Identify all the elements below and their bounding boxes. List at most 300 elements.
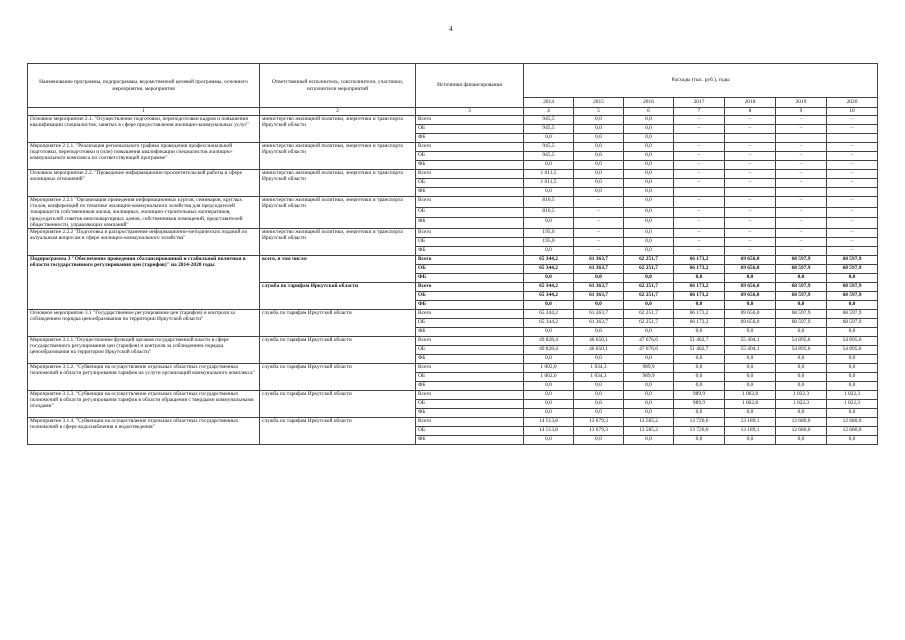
amount-cell: 0,0 [524, 161, 574, 170]
column-index: 5 [574, 108, 624, 116]
amount-cell: 12 680,0 [776, 418, 827, 427]
amount-cell: 0,0 [574, 179, 624, 188]
funding-source: ОБ [416, 400, 524, 409]
amount-cell: 0,0 [524, 400, 574, 409]
year-header: 2018 [725, 98, 776, 108]
amount-cell: 0,0 [624, 436, 674, 445]
amount-cell: 0,0 [574, 391, 624, 400]
amount-cell: 0,0 [776, 409, 827, 418]
funding-source: ОБ [416, 238, 524, 247]
amount-cell: 0,0 [624, 400, 674, 409]
amount-cell: 0,0 [574, 188, 624, 197]
amount-cell: 0,0 [827, 328, 878, 337]
amount-cell: – [776, 143, 827, 152]
amount-cell: – [827, 152, 878, 161]
funding-source: ФБ [416, 161, 524, 170]
amount-cell [674, 188, 725, 197]
amount-cell: 0,0 [725, 328, 776, 337]
amount-cell: 61 363,7 [574, 319, 624, 328]
amount-cell: 195,0 [524, 238, 574, 247]
amount-cell: 49 828,4 [524, 346, 574, 355]
amount-cell: – [725, 229, 776, 238]
amount-cell: 0,0 [524, 274, 574, 283]
amount-cell: 68 597,9 [827, 283, 878, 292]
amount-cell: 195,0 [524, 229, 574, 238]
amount-cell: 62 251,7 [624, 265, 674, 274]
amount-cell: 0,0 [827, 274, 878, 283]
amount-cell: 0,0 [624, 391, 674, 400]
amount-cell: 47 676,6 [624, 346, 674, 355]
amount-cell: 65 344,2 [524, 283, 574, 292]
amount-cell: 68 597,9 [776, 265, 827, 274]
amount-cell: 51 462,7 [674, 337, 725, 346]
amount-cell: 1 022,3 [776, 400, 827, 409]
table-row [28, 256, 878, 265]
amount-cell: 0,0 [624, 355, 674, 364]
amount-cell: 0,0 [674, 301, 725, 310]
amount-cell: – [574, 218, 624, 229]
amount-cell: 13 189,1 [725, 418, 776, 427]
amount-cell: 0,0 [674, 328, 725, 337]
amount-cell: 0,0 [674, 274, 725, 283]
funding-source: Всего [416, 364, 524, 373]
amount-cell: – [674, 116, 725, 125]
amount-cell: 0,0 [524, 188, 574, 197]
amount-cell: 68 597,9 [776, 256, 827, 265]
amount-cell: 66 173,2 [674, 265, 725, 274]
executor-name: служба по тарифам Иркутской области [260, 283, 416, 310]
amount-cell: 54 895,6 [827, 346, 878, 355]
amount-cell: 0,0 [624, 247, 674, 256]
amount-cell: 0,0 [574, 436, 624, 445]
amount-cell: – [725, 116, 776, 125]
amount-cell: 0,0 [624, 409, 674, 418]
column-index: 9 [776, 108, 827, 116]
executor-name: служба по тарифам Иркутской области [260, 337, 416, 364]
funding-source: ОБ [416, 125, 524, 134]
amount-cell: 68 597,9 [827, 292, 878, 301]
funding-source: ОБ [416, 265, 524, 274]
amount-cell: 989,9 [624, 364, 674, 373]
table-row [28, 310, 878, 319]
amount-cell: 66 173,2 [674, 283, 725, 292]
amount-cell: 989,9 [674, 400, 725, 409]
amount-cell: – [674, 197, 725, 208]
amount-cell: 0,0 [624, 170, 674, 179]
amount-cell: – [776, 152, 827, 161]
year-header: 2020 [827, 98, 878, 108]
amount-cell: 68 597,9 [776, 319, 827, 328]
amount-cell: 0,0 [624, 229, 674, 238]
header-expenses: Расходы (тыс. руб.), годы [524, 64, 878, 98]
amount-cell: 62 251,7 [624, 256, 674, 265]
amount-cell: 0,0 [574, 116, 624, 125]
amount-cell: 65 344,2 [524, 256, 574, 265]
executor-name: министерство жилищной политики, энергетики и транспорта Иркутской области [260, 116, 416, 143]
funding-source: Всего [416, 197, 524, 208]
amount-cell: – [827, 238, 878, 247]
year-header: 2016 [624, 98, 674, 108]
amount-cell: 1 011,5 [524, 179, 574, 188]
program-name: Основное мероприятие 2.2. "Проведение информационно-просветительской работы в сфере жилищных отношений" [28, 170, 260, 197]
amount-cell: – [674, 143, 725, 152]
amount-cell: 0,0 [674, 436, 725, 445]
column-index: 1 [28, 108, 260, 116]
amount-cell: – [827, 170, 878, 179]
header-name: Наименование программы, подпрограммы, ведомственной целевой программы, основного мероприятия, мероприятия [28, 64, 260, 108]
executor-name: служба по тарифам Иркутской области [260, 391, 416, 418]
amount-cell: – [827, 247, 878, 256]
amount-cell: 0,0 [524, 328, 574, 337]
funding-source: ФБ [416, 355, 524, 364]
funding-source: ФБ [416, 247, 524, 256]
executor-name: служба по тарифам Иркутской области [260, 418, 416, 445]
amount-cell: 68 597,9 [776, 292, 827, 301]
amount-cell: – [574, 197, 624, 208]
amount-cell: 0,0 [624, 134, 674, 143]
amount-cell: 12 680,0 [827, 427, 878, 436]
funding-source: ОБ [416, 346, 524, 355]
table-row [28, 143, 878, 152]
year-header: 2019 [776, 98, 827, 108]
amount-cell: 0,0 [624, 152, 674, 161]
table-row [28, 170, 878, 179]
amount-cell: – [776, 179, 827, 188]
funding-source: ФБ [416, 188, 524, 197]
funding-source: ФБ [416, 409, 524, 418]
amount-cell: 0,0 [827, 364, 878, 373]
amount-cell: 0,0 [827, 355, 878, 364]
amount-cell: 0,0 [674, 409, 725, 418]
amount-cell: – [674, 238, 725, 247]
amount-cell: 1 011,5 [524, 170, 574, 179]
amount-cell [827, 134, 878, 143]
program-name: Мероприятие 2.1.1. "Реализация регионального графика проведения профессиональной подготовки, переподготовки и (или) повышения квалификации специалистов жилищно-коммунального комплекса по соответствующей программе" [28, 143, 260, 170]
amount-cell: 47 676,6 [624, 337, 674, 346]
amount-cell: 69 656,0 [725, 283, 776, 292]
amount-cell: 69 656,0 [725, 256, 776, 265]
executor-name: министерство жилищной политики, энергетики и транспорта Иркутской области [260, 197, 416, 229]
amount-cell: 0,0 [574, 409, 624, 418]
amount-cell: 62 251,7 [624, 319, 674, 328]
amount-cell: 1 022,3 [776, 391, 827, 400]
program-name: Мероприятие 2.2.2 "Подготовка и распространение информационно-методических изданий по актуальным вопросам в сфере жилищно-коммунального хозяйства" [28, 229, 260, 256]
amount-cell: 945,5 [524, 143, 574, 152]
amount-cell: – [776, 125, 827, 134]
year-header: 2017 [674, 98, 725, 108]
amount-cell: 66 173,2 [674, 310, 725, 319]
funding-source: Всего [416, 337, 524, 346]
funding-source: Всего [416, 116, 524, 125]
amount-cell: 62 251,7 [624, 292, 674, 301]
amount-cell: 945,5 [524, 125, 574, 134]
amount-cell: 0,0 [827, 436, 878, 445]
amount-cell: – [776, 161, 827, 170]
amount-cell: 0,0 [674, 364, 725, 373]
amount-cell: 0,0 [776, 274, 827, 283]
amount-cell: 68 597,9 [776, 283, 827, 292]
amount-cell: 0,0 [574, 301, 624, 310]
program-name: Основное мероприятие 3.1 "Государственное регулирование цен (тарифов) и контроля за соблюдением порядка ценообразования на территории Иркутской области" [28, 310, 260, 337]
amount-cell: 0,0 [776, 328, 827, 337]
amount-cell: – [574, 247, 624, 256]
amount-cell: 49 828,4 [524, 337, 574, 346]
amount-cell: 0,0 [524, 355, 574, 364]
amount-cell: – [827, 229, 878, 238]
amount-cell: 0,0 [624, 207, 674, 218]
amount-cell: 0,0 [674, 355, 725, 364]
amount-cell: 61 363,7 [574, 283, 624, 292]
amount-cell: 0,0 [624, 238, 674, 247]
amount-cell: 62 251,7 [624, 310, 674, 319]
amount-cell: – [725, 161, 776, 170]
amount-cell: – [827, 125, 878, 134]
amount-cell: 0,0 [524, 436, 574, 445]
amount-cell: – [827, 218, 878, 229]
amount-cell: – [827, 116, 878, 125]
amount-cell: 68 597,9 [827, 265, 878, 274]
amount-cell: 61 363,7 [574, 265, 624, 274]
amount-cell: 1 034,3 [574, 364, 624, 373]
header-source: Источники финансирования [416, 64, 524, 108]
funding-source: ФБ [416, 436, 524, 445]
amount-cell: – [725, 218, 776, 229]
amount-cell: 46 650,1 [574, 337, 624, 346]
funding-source: ОБ [416, 207, 524, 218]
amount-cell [776, 134, 827, 143]
amount-cell: 13 189,1 [725, 427, 776, 436]
amount-cell: – [725, 238, 776, 247]
amount-cell: – [827, 197, 878, 208]
executor-name: министерство жилищной политики, энергетики и транспорта Иркутской области [260, 229, 416, 256]
amount-cell: 816,5 [524, 197, 574, 208]
funding-source: Всего [416, 256, 524, 265]
amount-cell: 61 363,7 [574, 292, 624, 301]
table-row [28, 229, 878, 238]
amount-cell: 0,0 [725, 373, 776, 382]
amount-cell: 1 062,8 [725, 391, 776, 400]
program-name: Основное мероприятие 2.1. "Осуществление подготовки, переподготовки кадров и повышения квалификации специалистов, занятых в сфере предоставления жилищно-коммунальных услуг" [28, 116, 260, 143]
funding-source: Всего [416, 170, 524, 179]
amount-cell: – [725, 179, 776, 188]
amount-cell [725, 134, 776, 143]
amount-cell: 0,0 [574, 134, 624, 143]
page-number: 4 [449, 25, 453, 33]
amount-cell: 0,0 [524, 247, 574, 256]
column-index: 6 [624, 108, 674, 116]
amount-cell: – [725, 170, 776, 179]
program-name: Подпрограмма 3 "Обеспечение проведения сбалансированной и стабильной политики в области государственного регулирования цен (тарифов)" на 2014-2020 годы [28, 256, 260, 310]
amount-cell: 62 251,7 [624, 283, 674, 292]
amount-cell: 0,0 [725, 436, 776, 445]
executor-name: министерство жилищной политики, энергетики и транспорта Иркутской области [260, 170, 416, 197]
amount-cell: – [776, 247, 827, 256]
funding-source: ОБ [416, 319, 524, 328]
amount-cell: 61 363,7 [574, 310, 624, 319]
amount-cell: 0,0 [524, 134, 574, 143]
funding-source: Всего [416, 391, 524, 400]
column-index: 3 [416, 108, 524, 116]
amount-cell: 13 679,3 [574, 418, 624, 427]
amount-cell: 0,0 [624, 179, 674, 188]
amount-cell: 0,0 [776, 382, 827, 391]
amount-cell: – [827, 161, 878, 170]
amount-cell: – [674, 247, 725, 256]
amount-cell: – [674, 229, 725, 238]
amount-cell: 65 344,2 [524, 310, 574, 319]
amount-cell: – [725, 207, 776, 218]
amount-cell: 68 597,9 [827, 310, 878, 319]
program-name: Мероприятие 3.1.3. "Субвенции на осуществление отдельных областных государственных полномочий в области регулирования тарифов в области обращения с твердыми коммунальными отходами" [28, 391, 260, 418]
amount-cell: 14 513,8 [524, 427, 574, 436]
funding-source: ОБ [416, 427, 524, 436]
executor-name: министерство жилищной политики, энергетики и транспорта Иркутской области [260, 143, 416, 170]
amount-cell: 1 022,3 [827, 391, 878, 400]
program-name: Мероприятие 3.1.4. "Субвенции на осуществление отдельных областных государственных полномочий в сфере водоснабжения и водоотведения" [28, 418, 260, 445]
amount-cell: 54 895,6 [776, 346, 827, 355]
amount-cell: 0,0 [574, 125, 624, 134]
amount-cell: 0,0 [574, 382, 624, 391]
funding-source: ОБ [416, 373, 524, 382]
amount-cell: 0,0 [574, 152, 624, 161]
funding-source: Всего [416, 310, 524, 319]
amount-cell: 0,0 [524, 409, 574, 418]
amount-cell: – [674, 161, 725, 170]
amount-cell: 1 034,3 [574, 373, 624, 382]
amount-cell: 69 656,0 [725, 292, 776, 301]
amount-cell: – [776, 229, 827, 238]
amount-cell: 46 650,1 [574, 346, 624, 355]
amount-cell: – [574, 238, 624, 247]
program-name: Мероприятие 3.1.1."Осуществление функций органов государственной власти в сфере государственного регулирования цен (тарифов) и контроля за соблюдением порядка ценообразования на территории Иркутской области" [28, 337, 260, 364]
amount-cell: 989,9 [624, 373, 674, 382]
amount-cell: – [674, 125, 725, 134]
amount-cell: 51 462,7 [674, 346, 725, 355]
amount-cell: – [776, 170, 827, 179]
amount-cell: 0,0 [827, 382, 878, 391]
amount-cell: 945,5 [524, 116, 574, 125]
amount-cell: 54 895,6 [827, 337, 878, 346]
amount-cell: – [725, 152, 776, 161]
amount-cell: 945,5 [524, 152, 574, 161]
table-row [28, 116, 878, 125]
funding-source: ФБ [416, 328, 524, 337]
amount-cell: 13 585,2 [624, 427, 674, 436]
executor-name: служба по тарифам Иркутской области [260, 310, 416, 337]
amount-cell: 0,0 [574, 328, 624, 337]
amount-cell: 0,0 [776, 355, 827, 364]
funding-source: ФБ [416, 301, 524, 310]
amount-cell: 0,0 [624, 161, 674, 170]
amount-cell: 12 680,0 [827, 418, 878, 427]
amount-cell: – [827, 179, 878, 188]
amount-cell: 13 585,2 [624, 418, 674, 427]
amount-cell [776, 188, 827, 197]
amount-cell: 0,0 [725, 409, 776, 418]
amount-cell: – [674, 207, 725, 218]
amount-cell: 13 720,6 [674, 427, 725, 436]
amount-cell: – [827, 207, 878, 218]
amount-cell: 816,5 [524, 207, 574, 218]
amount-cell [827, 188, 878, 197]
funding-source: ФБ [416, 274, 524, 283]
column-index: 7 [674, 108, 725, 116]
amount-cell: 0,0 [624, 382, 674, 391]
amount-cell: 0,0 [524, 382, 574, 391]
year-header: 2014 [524, 98, 574, 108]
amount-cell: 989,9 [674, 391, 725, 400]
amount-cell: 0,0 [776, 301, 827, 310]
amount-cell: – [725, 125, 776, 134]
amount-cell: 0,0 [574, 400, 624, 409]
budget-table [27, 63, 878, 445]
amount-cell: 0,0 [624, 125, 674, 134]
amount-cell: 65 344,2 [524, 292, 574, 301]
program-name: Мероприятие 2.2.1 "Организация проведения информационных курсов, семинаров, круглых столов, конференций по тематике жилищно-коммунального хозяйства для председателей товариществ собственников жилья, жилищных, жилищно-строительных кооперативов, председателей советов многоквартирных домов, собственников помещений, представителей общественности, управляющих компаний" [28, 197, 260, 229]
funding-source: ФБ [416, 382, 524, 391]
amount-cell: 0,0 [674, 382, 725, 391]
column-index: 8 [725, 108, 776, 116]
amount-cell: 69 656,0 [725, 310, 776, 319]
amount-cell: – [776, 218, 827, 229]
amount-cell: 61 363,7 [574, 256, 624, 265]
executor-name: служба по тарифам Иркутской области [260, 364, 416, 391]
amount-cell: 66 173,2 [674, 292, 725, 301]
amount-cell: 0,0 [776, 364, 827, 373]
amount-cell: 55 404,1 [725, 337, 776, 346]
table-row [28, 364, 878, 373]
amount-cell: 0,0 [776, 436, 827, 445]
column-index: 2 [260, 108, 416, 116]
table-row [28, 418, 878, 427]
amount-cell [674, 134, 725, 143]
amount-cell: 66 173,2 [674, 319, 725, 328]
amount-cell: 0,0 [524, 301, 574, 310]
amount-cell: 13 720,6 [674, 418, 725, 427]
amount-cell: 0,0 [725, 301, 776, 310]
amount-cell: 0,0 [574, 170, 624, 179]
amount-cell: – [776, 207, 827, 218]
amount-cell: – [725, 197, 776, 208]
amount-cell: 68 597,9 [827, 319, 878, 328]
amount-cell: 13 679,3 [574, 427, 624, 436]
funding-source: ОБ [416, 179, 524, 188]
amount-cell: 0,0 [624, 143, 674, 152]
amount-cell: 0,0 [624, 188, 674, 197]
amount-cell: – [776, 116, 827, 125]
amount-cell: 0,0 [524, 218, 574, 229]
table-row [28, 391, 878, 400]
amount-cell: 69 656,0 [725, 319, 776, 328]
program-name: Мероприятие 3.1.2. "Субвенции на осуществление отдельных областных государственных полномочий в области регулирования тарифов на услуги организаций коммунального комплекса" [28, 364, 260, 391]
executor-name: всего, в том числе: [260, 256, 416, 283]
amount-cell: 0,0 [574, 143, 624, 152]
amount-cell: 12 680,0 [776, 427, 827, 436]
amount-cell: 14 513,8 [524, 418, 574, 427]
funding-source: ОБ [416, 152, 524, 161]
amount-cell: 0,0 [776, 373, 827, 382]
header-executor: Ответственный исполнитель, соисполнители, участники, исполнители мероприятий [260, 64, 416, 108]
amount-cell: 0,0 [827, 301, 878, 310]
funding-source: Всего [416, 143, 524, 152]
amount-cell: 65 344,2 [524, 319, 574, 328]
amount-cell: 1 022,3 [827, 400, 878, 409]
amount-cell: – [725, 247, 776, 256]
amount-cell: 0,0 [624, 197, 674, 208]
amount-cell: 0,0 [624, 328, 674, 337]
table-row [28, 337, 878, 346]
amount-cell: – [674, 170, 725, 179]
